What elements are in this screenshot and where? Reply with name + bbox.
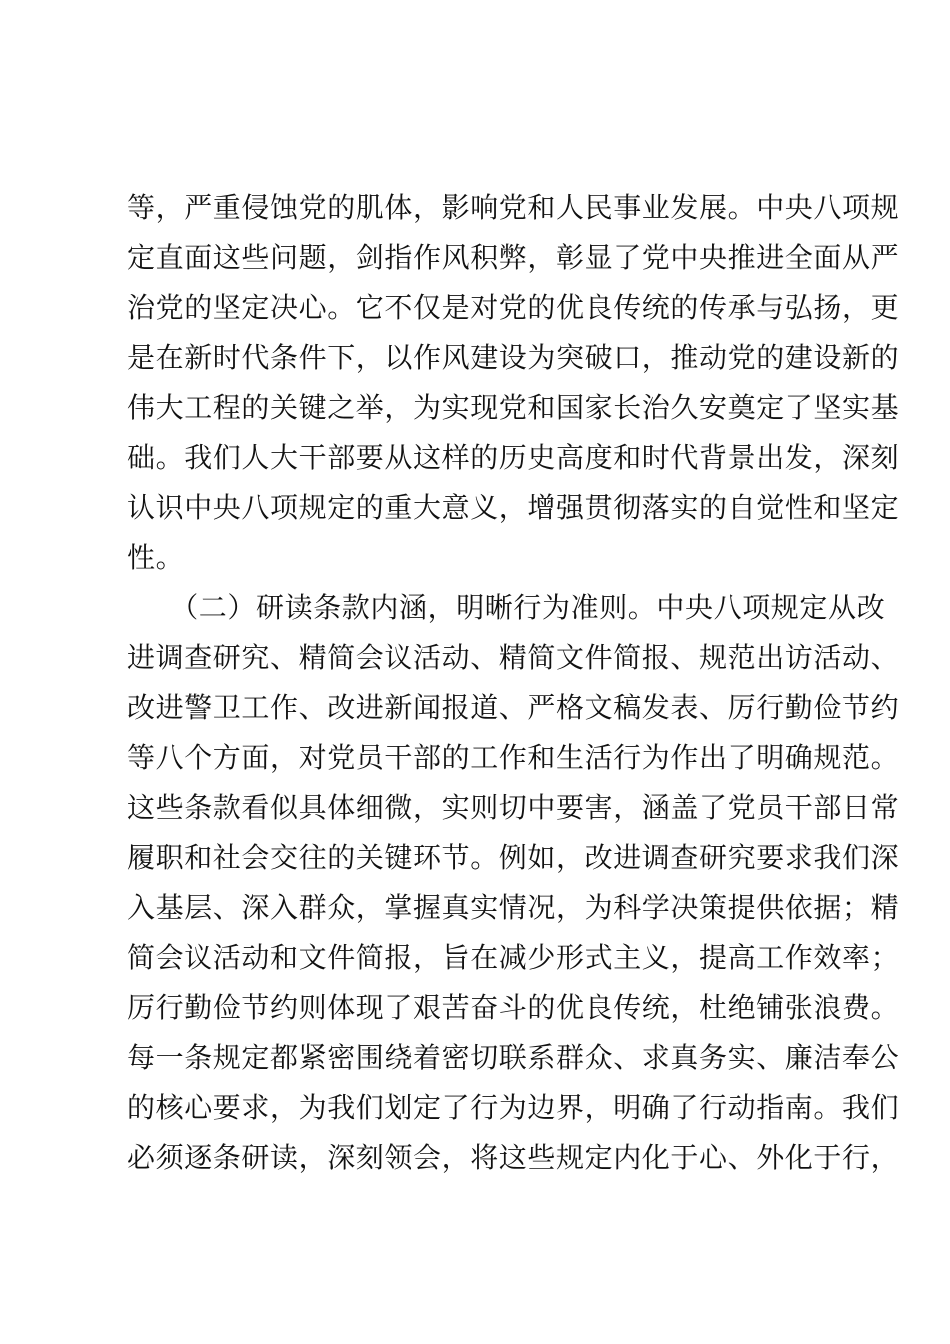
text-line: 定直面这些问题，剑指作风积弊，彰显了党中央推进全面从严 [127,241,900,274]
text-line: 这些条款看似具体细微，实则切中要害，涵盖了党员干部日常 [127,791,900,824]
text-line: 每一条规定都紧密围绕着密切联系群众、求真务实、廉洁奉公 [127,1041,900,1074]
text-line: 性。 [127,541,185,574]
body-text [127,183,900,1183]
text-line: 认识中央八项规定的重大意义，增强贯彻落实的自觉性和坚定 [127,491,900,524]
section-heading-line: （二）研读条款内涵，明晰行为准则。中央八项规定从改 [127,591,886,624]
text-line: 进调查研究、精简会议活动、精简文件简报、规范出访活动、 [127,641,900,674]
text-line: 础。我们人大干部要从这样的历史高度和时代背景出发，深刻 [127,441,900,474]
text-line: 厉行勤俭节约则体现了艰苦奋斗的优良传统，杜绝铺张浪费。 [127,991,900,1024]
text-line: 简会议活动和文件简报，旨在减少形式主义，提高工作效率； [127,941,900,974]
text-line: 改进警卫工作、改进新闻报道、严格文稿发表、厉行勤俭节约 [127,691,900,724]
text-line: 是在新时代条件下，以作风建设为突破口，推动党的建设新的 [127,341,900,374]
text-line: 的核心要求，为我们划定了行为边界，明确了行动指南。我们 [127,1091,900,1124]
text-line: 履职和社会交往的关键环节。例如，改进调查研究要求我们深 [127,841,900,874]
text-line: 伟大工程的关键之举，为实现党和国家长治久安奠定了坚实基 [127,391,900,424]
text-line: 必须逐条研读，深刻领会，将这些规定内化于心、外化于行， [127,1141,900,1174]
text-line: 等八个方面，对党员干部的工作和生活行为作出了明确规范。 [127,741,900,774]
text-line: 等，严重侵蚀党的肌体，影响党和人民事业发展。中央八项规 [127,191,900,224]
text-line: 入基层、深入群众，掌握真实情况，为科学决策提供依据；精 [127,891,900,924]
text-line: 治党的坚定决心。它不仅是对党的优良传统的传承与弘扬，更 [127,291,900,324]
